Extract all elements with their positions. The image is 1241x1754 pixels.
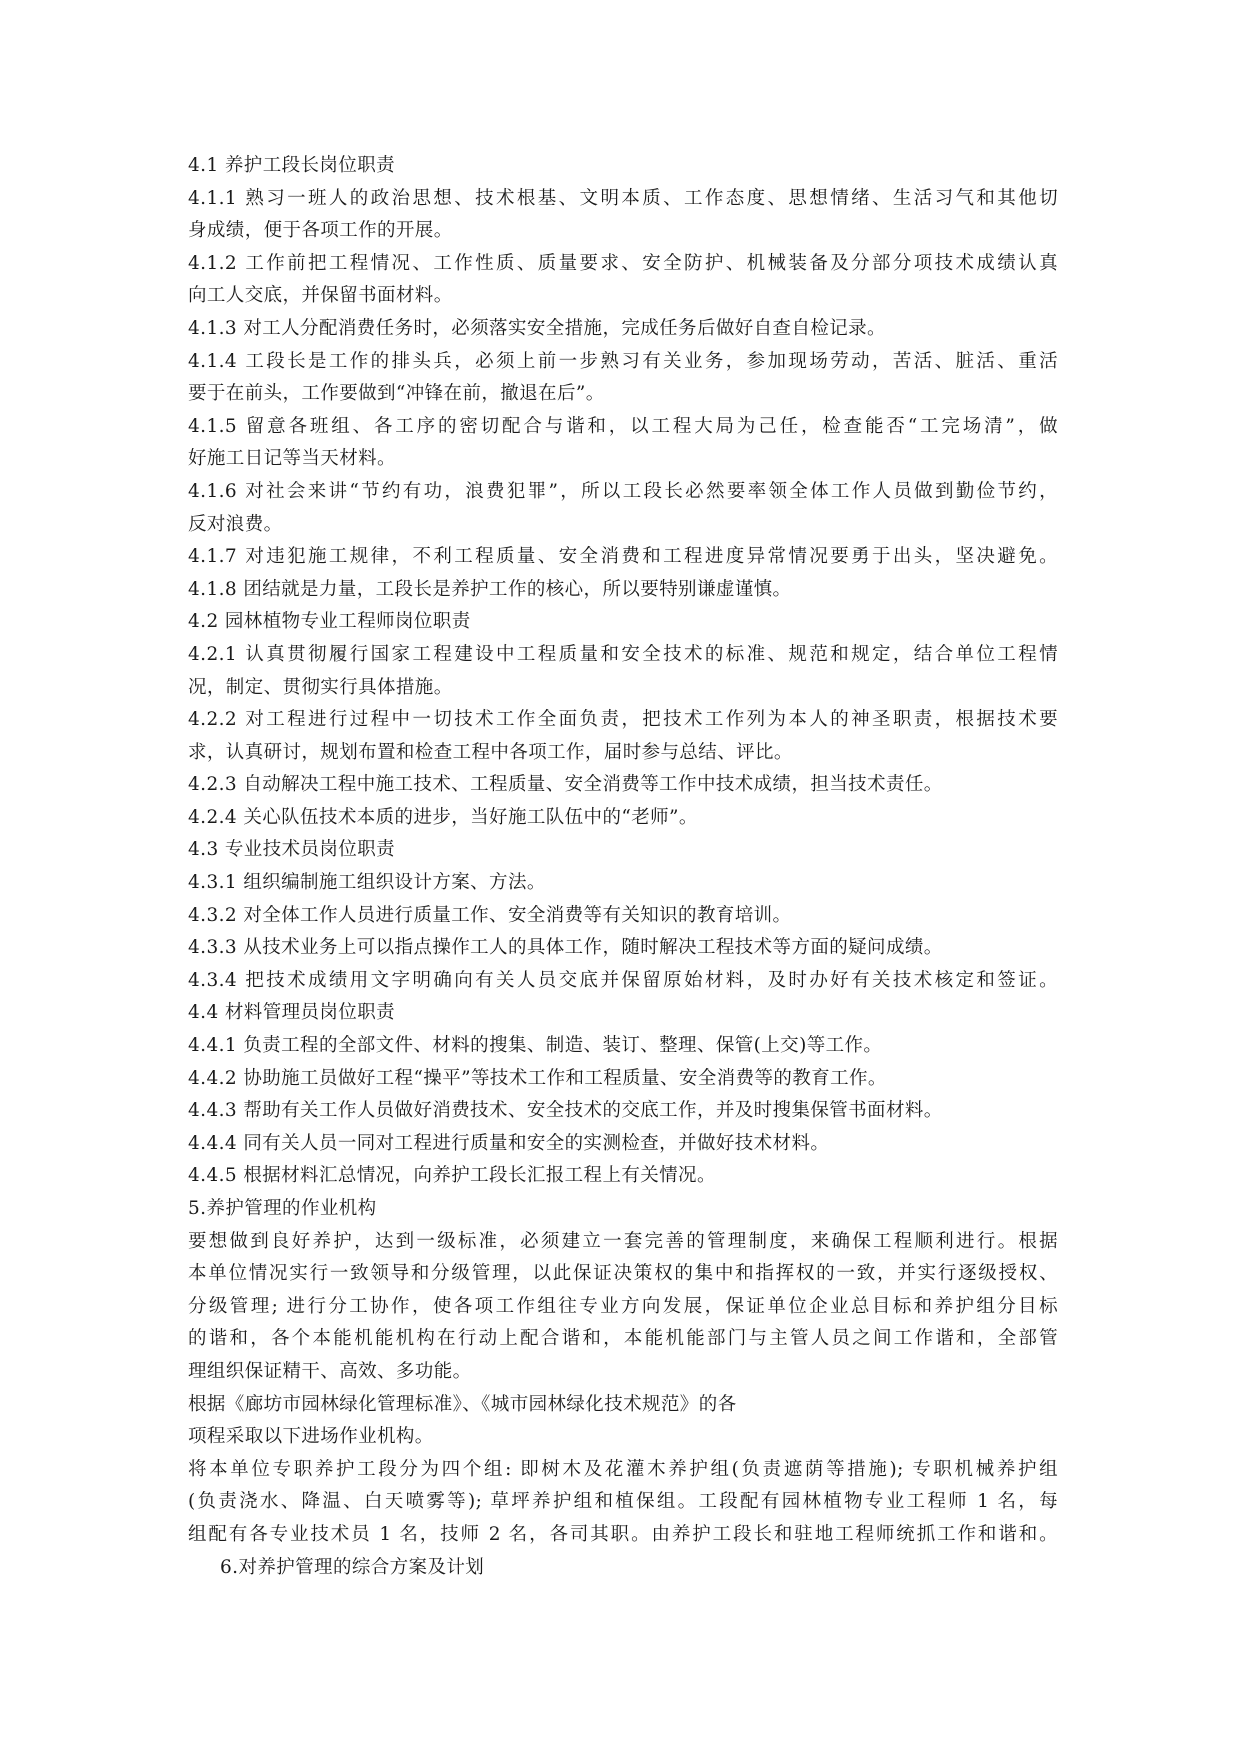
text-line: 项程采取以下进场作业机构。 [188, 1426, 434, 1448]
text-line: (负责浇水、降温、白天喷雾等); 草坪养护组和植保组。工段配有园林植物专业工程师 1 名，每 [188, 1491, 1058, 1513]
text-line: 求，认真研讨，规划布置和检查工程中各项工作，届时参与总结、评比。 [188, 741, 793, 763]
text-line: 4.1.3 对工人分配消费任务时，必须落实安全措施，完成任务后做好自查自检记录。 [188, 317, 886, 339]
text-line: 4.4.4 同有关人员一同对工程进行质量和安全的实测检查，并做好技术材料。 [188, 1132, 830, 1154]
text-line: 理组织保证精干、高效、多功能。 [188, 1360, 472, 1382]
text-line: 4.4.1 负责工程的全部文件、材料的搜集、制造、装订、整理、保管(上交)等工作。 [188, 1035, 883, 1057]
text-line: 4.2.3 自动解决工程中施工技术、工程质量、安全消费等工作中技术成绩，担当技术责任。 [188, 774, 943, 796]
text-line: 将本单位专职养护工段分为四个组: 即树木及花灌木养护组(负责遮荫等措施); 专职机械养护组 [188, 1458, 1058, 1480]
text-line: 4.2.1 认真贯彻履行国家工程建设中工程质量和安全技术的标准、规范和规定，结合单位工程情 [188, 643, 1058, 665]
text-line: 4.3.1 组织编制施工组织设计方案、方法。 [188, 872, 546, 894]
text-line: 4.1.2 工作前把工程情况、工作性质、质量要求、安全防护、机械装备及分部分项技术成绩认真 [188, 252, 1058, 274]
text-line: 4.4.3 帮助有关工作人员做好消费技术、安全技术的交底工作，并及时搜集保管书面材料。 [188, 1100, 943, 1122]
text-line: 反对浪费。 [188, 513, 283, 535]
text-line: 组配有各专业技术员 1 名，技师 2 名，各司其职。由养护工段长和驻地工程师统抓工作和谐和。 [188, 1523, 1058, 1545]
text-line: 4.2.2 对工程进行过程中一切技术工作全面负责，把技术工作列为本人的神圣职责，根据技术要 [188, 709, 1058, 731]
text-line: 况，制定、贯彻实行具体措施。 [188, 676, 453, 698]
text-line: 4.4 材料管理员岗位职责 [188, 1002, 396, 1024]
text-line: 分级管理; 进行分工协作，使各项工作组往专业方向发展，保证单位企业总目标和养护组分目标 [188, 1295, 1058, 1317]
text-line: 4.4.2 协助施工员做好工程“操平”等技术工作和工程质量、安全消费等的教育工作。 [188, 1067, 887, 1089]
text-line: 4.1.6 对社会来讲“节约有功，浪费犯罪”，所以工段长必然要率领全体工作人员做到勤俭节约， [188, 480, 1058, 502]
text-line: 4.2 园林植物专业工程师岗位职责 [188, 611, 471, 633]
text-line: 5.养护管理的作业机构 [188, 1198, 377, 1219]
text-line: 好施工日记等当天材料。 [188, 448, 396, 470]
text-line: 4.2.4 关心队伍技术本质的进步，当好施工队伍中的“老师”。 [188, 806, 698, 828]
text-line: 根据《廊坊市园林绿化管理标准》、《城市园林绿化技术规范》的各 [188, 1393, 737, 1415]
text-line: 要于在前头，工作要做到“冲锋在前，撤退在后”。 [188, 383, 605, 405]
text-line: 4.3.2 对全体工作人员进行质量工作、安全消费等有关知识的教育培训。 [188, 904, 792, 926]
text-line: 4.1.7 对违犯施工规律，不利工程质量、安全消费和工程进度异常情况要勇于出头，坚决避免。 [188, 546, 1058, 568]
text-line: 身成绩，便于各项工作的开展。 [188, 220, 453, 242]
text-line: 4.1 养护工段长岗位职责 [188, 155, 396, 176]
text-line: 6.对养护管理的综合方案及计划 [220, 1556, 485, 1578]
text-line: 4.3.4 把技术成绩用文字明确向有关人员交底并保留原始材料，及时办好有关技术核定和签证。 [188, 969, 1058, 991]
text-line: 4.4.5 根据材料汇总情况，向养护工段长汇报工程上有关情况。 [188, 1165, 716, 1187]
text-line: 4.1.4 工段长是工作的排头兵，必须上前一步熟习有关业务，参加现场劳动，苦活、脏活、重活 [188, 350, 1058, 372]
text-line: 4.1.1 熟习一班人的政治思想、技术根基、文明本质、工作态度、思想情绪、生活习气和其他切 [188, 187, 1058, 209]
document-body [188, 150, 1058, 1584]
text-line: 4.3 专业技术员岗位职责 [188, 839, 396, 861]
text-line: 要想做到良好养护，达到一级标准，必须建立一套完善的管理制度，来确保工程顺利进行。根据 [188, 1230, 1058, 1252]
text-line: 4.1.8 团结就是力量，工段长是养护工作的核心，所以要特别谦虚谨慎。 [188, 578, 792, 600]
text-line: 4.3.3 从技术业务上可以指点操作工人的具体工作，随时解决工程技术等方面的疑问成绩。 [188, 937, 943, 959]
text-line: 的谐和，各个本能机能机构在行动上配合谐和，本能机能部门与主管人员之间工作谐和，全部管 [188, 1328, 1058, 1350]
text-line: 向工人交底，并保留书面材料。 [188, 285, 453, 307]
text-line: 本单位情况实行一致领导和分级管理，以此保证决策权的集中和指挥权的一致，并实行逐级授权、 [188, 1263, 1058, 1285]
text-line: 4.1.5 留意各班组、各工序的密切配合与谐和，以工程大局为己任，检查能否“工完场清”，做 [188, 415, 1058, 437]
